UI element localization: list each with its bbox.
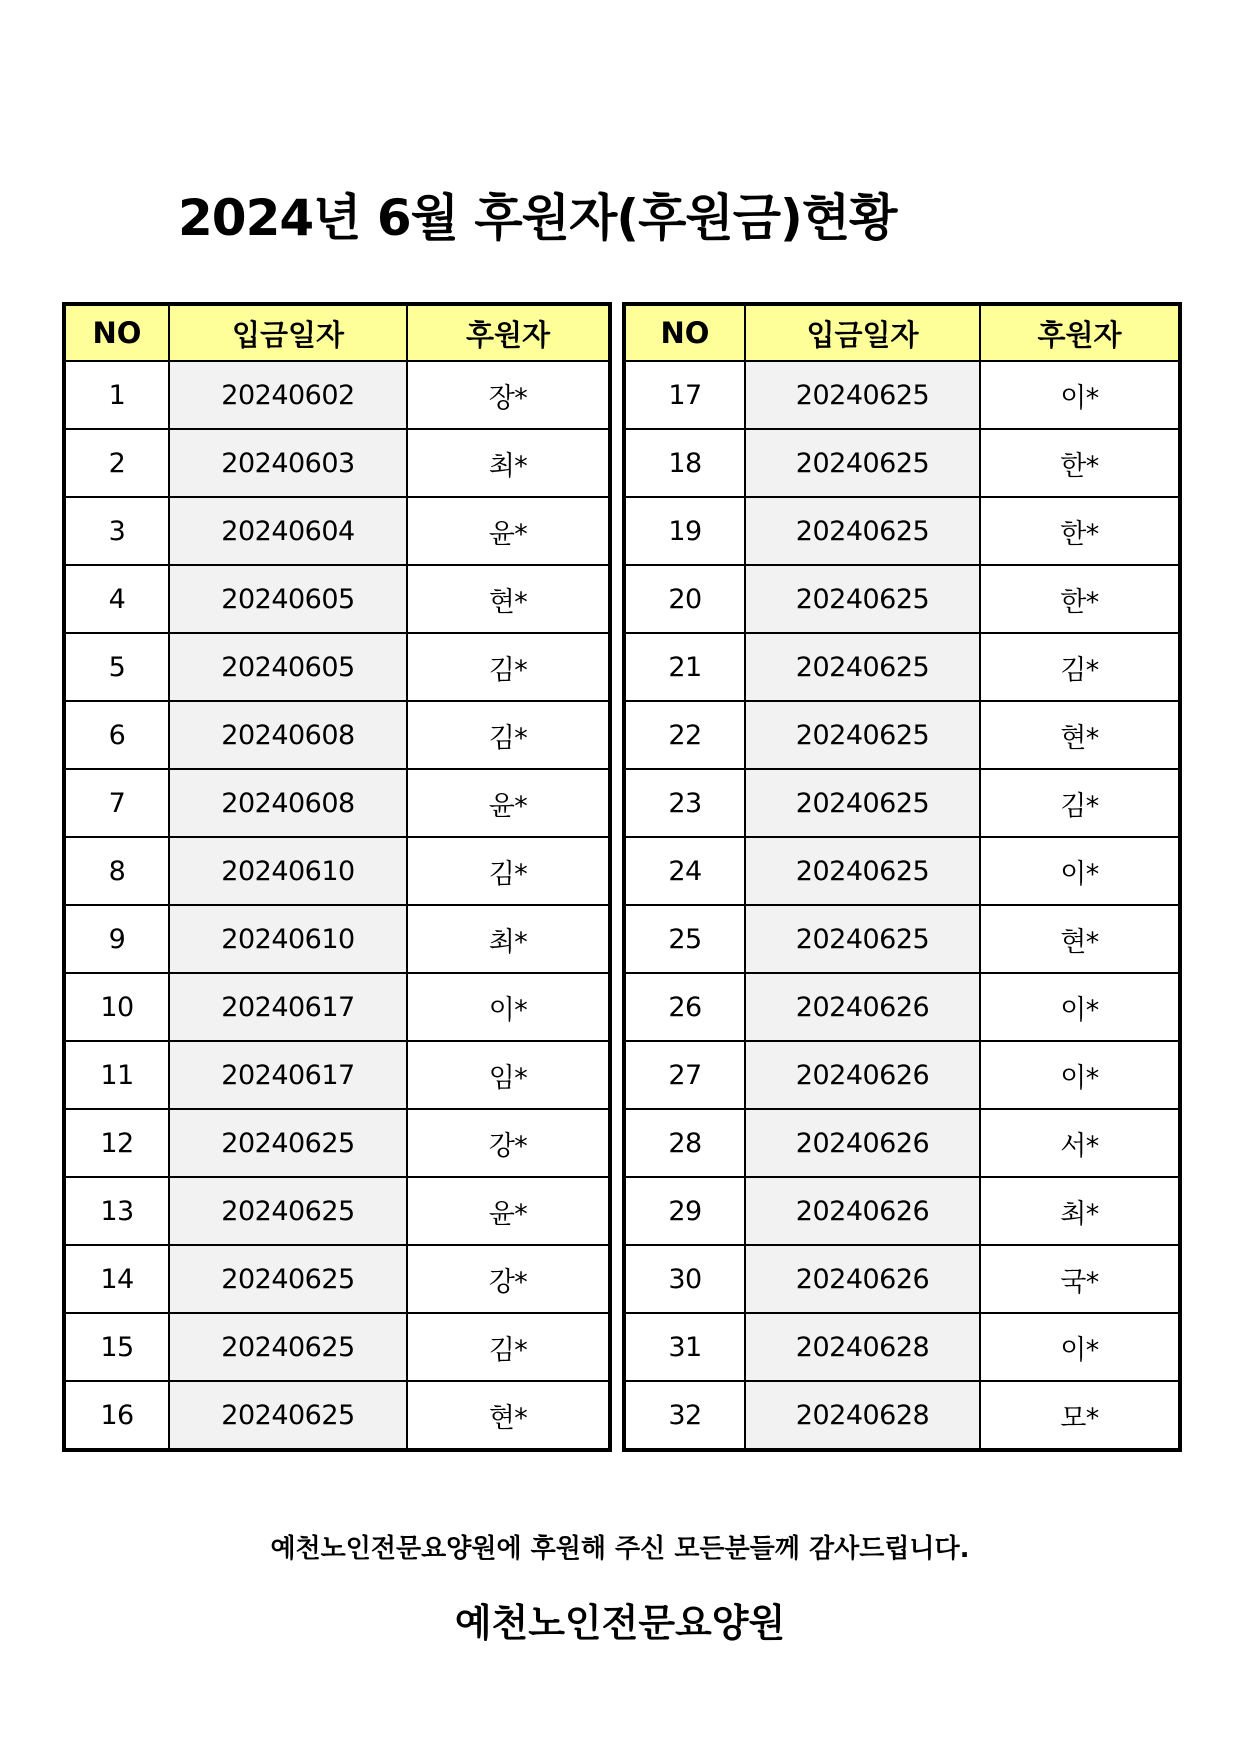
cell-donor: 김* — [407, 701, 610, 769]
organization-name: 예천노인전문요양원 — [454, 1601, 786, 1645]
cell-no: 1 — [64, 361, 169, 429]
cell-date: 20240603 — [169, 429, 407, 497]
cell-no: 21 — [624, 633, 745, 701]
table-row — [64, 565, 610, 633]
cell-donor: 최* — [407, 905, 610, 973]
cell-donor: 김* — [407, 837, 610, 905]
cell-no: 26 — [624, 973, 745, 1041]
table-row — [624, 905, 1180, 973]
cell-no: 16 — [64, 1381, 169, 1450]
donor-table-right — [622, 302, 1182, 1452]
cell-no: 14 — [64, 1245, 169, 1313]
cell-donor: 현* — [407, 565, 610, 633]
cell-donor: 윤* — [407, 497, 610, 565]
table-row — [64, 633, 610, 701]
cell-date: 20240625 — [169, 1109, 407, 1177]
cell-donor: 강* — [407, 1109, 610, 1177]
table-row — [64, 1177, 610, 1245]
table-row — [64, 1041, 610, 1109]
cell-no: 10 — [64, 973, 169, 1041]
cell-no: 20 — [624, 565, 745, 633]
header-no: NO — [624, 304, 745, 361]
cell-date: 20240628 — [745, 1381, 980, 1450]
table-row — [64, 973, 610, 1041]
table-row — [624, 837, 1180, 905]
table-row — [624, 973, 1180, 1041]
cell-no: 17 — [624, 361, 745, 429]
cell-donor: 장* — [407, 361, 610, 429]
cell-donor: 한* — [980, 429, 1180, 497]
cell-donor: 모* — [980, 1381, 1180, 1450]
table-row — [64, 769, 610, 837]
cell-donor: 김* — [407, 1313, 610, 1381]
cell-date: 20240626 — [745, 1109, 980, 1177]
cell-date: 20240625 — [745, 837, 980, 905]
cell-no: 4 — [64, 565, 169, 633]
table-row — [64, 1381, 610, 1450]
table-row — [624, 565, 1180, 633]
cell-date: 20240608 — [169, 701, 407, 769]
table-row — [624, 1381, 1180, 1450]
table-row — [624, 1109, 1180, 1177]
table-row — [64, 1313, 610, 1381]
cell-no: 9 — [64, 905, 169, 973]
cell-no: 2 — [64, 429, 169, 497]
cell-no: 28 — [624, 1109, 745, 1177]
cell-donor: 한* — [980, 565, 1180, 633]
table-row — [64, 1109, 610, 1177]
table-row — [64, 497, 610, 565]
cell-donor: 서* — [980, 1109, 1180, 1177]
table-row — [64, 837, 610, 905]
table-row — [624, 769, 1180, 837]
cell-no: 15 — [64, 1313, 169, 1381]
cell-date: 20240625 — [745, 429, 980, 497]
cell-no: 6 — [64, 701, 169, 769]
cell-date: 20240625 — [745, 497, 980, 565]
thanks-message: 예천노인전문요양원에 후원해 주신 모든분들께 감사드립니다. — [270, 1534, 970, 1564]
table-row — [624, 701, 1180, 769]
cell-donor: 김* — [980, 769, 1180, 837]
cell-donor: 이* — [980, 973, 1180, 1041]
cell-no: 12 — [64, 1109, 169, 1177]
cell-date: 20240625 — [745, 565, 980, 633]
cell-date: 20240617 — [169, 1041, 407, 1109]
table-row — [64, 361, 610, 429]
table-row — [64, 701, 610, 769]
table-row — [624, 1245, 1180, 1313]
cell-donor: 현* — [980, 905, 1180, 973]
cell-no: 25 — [624, 905, 745, 973]
cell-no: 3 — [64, 497, 169, 565]
table-row — [64, 905, 610, 973]
cell-donor: 임* — [407, 1041, 610, 1109]
cell-date: 20240625 — [745, 633, 980, 701]
cell-donor: 이* — [980, 837, 1180, 905]
cell-donor: 이* — [980, 361, 1180, 429]
cell-no: 23 — [624, 769, 745, 837]
cell-no: 27 — [624, 1041, 745, 1109]
cell-no: 7 — [64, 769, 169, 837]
cell-date: 20240626 — [745, 1245, 980, 1313]
cell-donor: 현* — [407, 1381, 610, 1450]
cell-date: 20240625 — [745, 905, 980, 973]
table-header-row — [64, 304, 610, 361]
cell-donor: 최* — [980, 1177, 1180, 1245]
header-date: 입금일자 — [745, 304, 980, 361]
cell-no: 31 — [624, 1313, 745, 1381]
cell-donor: 이* — [407, 973, 610, 1041]
cell-donor: 한* — [980, 497, 1180, 565]
cell-no: 32 — [624, 1381, 745, 1450]
cell-donor: 이* — [980, 1041, 1180, 1109]
cell-donor: 강* — [407, 1245, 610, 1313]
cell-donor: 윤* — [407, 769, 610, 837]
table-row — [64, 429, 610, 497]
cell-date: 20240625 — [169, 1313, 407, 1381]
cell-donor: 이* — [980, 1313, 1180, 1381]
cell-no: 5 — [64, 633, 169, 701]
header-date: 입금일자 — [169, 304, 407, 361]
cell-no: 18 — [624, 429, 745, 497]
cell-date: 20240626 — [745, 973, 980, 1041]
table-row — [64, 1245, 610, 1313]
cell-date: 20240604 — [169, 497, 407, 565]
cell-donor: 현* — [980, 701, 1180, 769]
table-row — [624, 1041, 1180, 1109]
cell-date: 20240625 — [745, 361, 980, 429]
table-row — [624, 429, 1180, 497]
cell-no: 8 — [64, 837, 169, 905]
table-row — [624, 1177, 1180, 1245]
cell-date: 20240617 — [169, 973, 407, 1041]
cell-date: 20240610 — [169, 905, 407, 973]
cell-date: 20240628 — [745, 1313, 980, 1381]
cell-date: 20240626 — [745, 1177, 980, 1245]
cell-date: 20240625 — [169, 1381, 407, 1450]
cell-no: 19 — [624, 497, 745, 565]
table-row — [624, 361, 1180, 429]
cell-date: 20240602 — [169, 361, 407, 429]
cell-donor: 윤* — [407, 1177, 610, 1245]
cell-no: 29 — [624, 1177, 745, 1245]
cell-date: 20240625 — [169, 1177, 407, 1245]
cell-date: 20240625 — [169, 1245, 407, 1313]
header-no: NO — [64, 304, 169, 361]
table-row — [624, 633, 1180, 701]
cell-date: 20240625 — [745, 701, 980, 769]
donor-table-left — [62, 302, 612, 1452]
cell-no: 30 — [624, 1245, 745, 1313]
cell-date: 20240605 — [169, 565, 407, 633]
cell-donor: 김* — [407, 633, 610, 701]
header-donor: 후원자 — [407, 304, 610, 361]
cell-donor: 국* — [980, 1245, 1180, 1313]
cell-date: 20240625 — [745, 769, 980, 837]
table-row — [624, 1313, 1180, 1381]
cell-donor: 최* — [407, 429, 610, 497]
cell-donor: 김* — [980, 633, 1180, 701]
cell-no: 22 — [624, 701, 745, 769]
table-header-row — [624, 304, 1180, 361]
cell-no: 11 — [64, 1041, 169, 1109]
cell-no: 13 — [64, 1177, 169, 1245]
cell-date: 20240605 — [169, 633, 407, 701]
header-donor: 후원자 — [980, 304, 1180, 361]
cell-date: 20240626 — [745, 1041, 980, 1109]
cell-date: 20240608 — [169, 769, 407, 837]
cell-date: 20240610 — [169, 837, 407, 905]
cell-no: 24 — [624, 837, 745, 905]
page-title: 2024년 6월 후원자(후원금)현황 — [178, 189, 897, 247]
table-row — [624, 497, 1180, 565]
